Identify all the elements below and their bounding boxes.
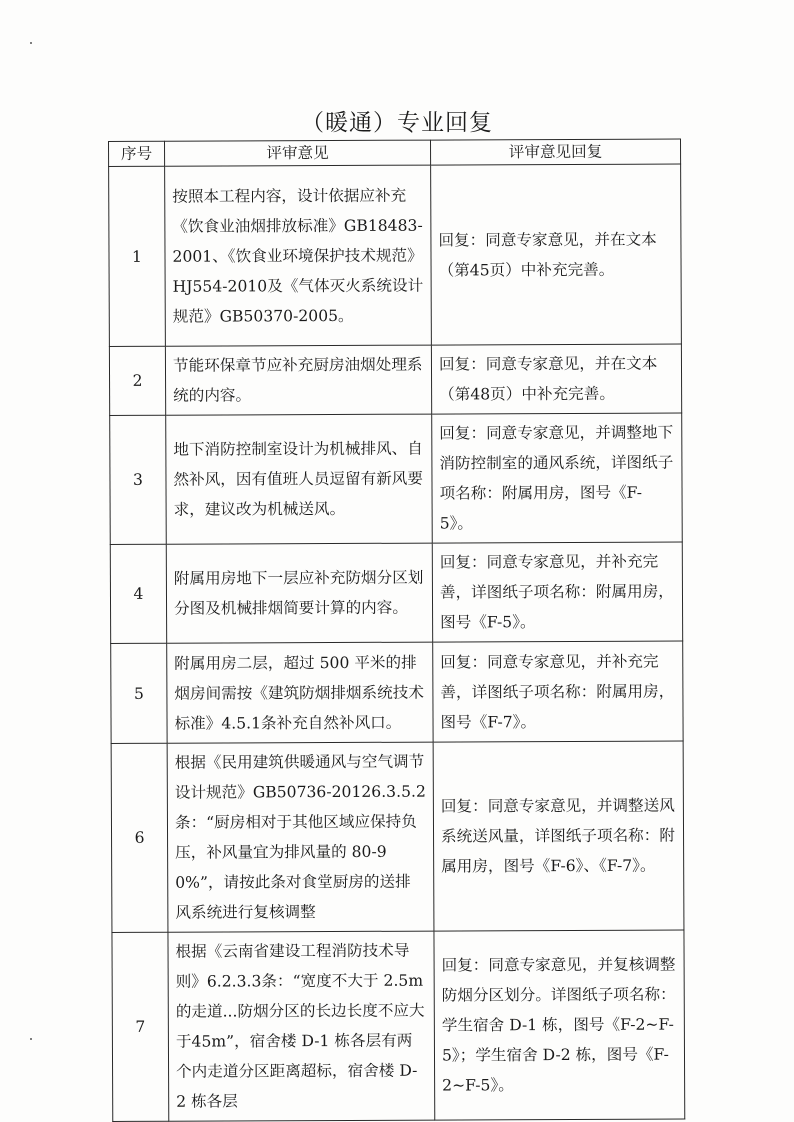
row-number: 5 [111,643,167,743]
row-number: 3 [110,415,167,544]
table-row [109,164,682,346]
header-number: 序号 [109,141,165,166]
row-reply: 回复：同意专家意见，并调整地下消防控制室的通风系统，详图纸子项名称：附属用房，图号《F-5》。 [432,413,683,543]
row-number: 2 [109,346,165,415]
row-number: 6 [111,743,168,932]
row-reply: 回复：同意专家意见，并调整送风系统送风量，详图纸子项名称：附属用房，图号《F-6》、《F-7》。 [433,741,684,931]
row-comment: 按照本工程内容，设计依据应补充《饮食业油烟排放标准》GB18483-2001、《饮食业环境保护技术规范》HJ554-2010及《气体灭火系统设计规范》GB50370-2005。 [165,165,432,346]
row-comment: 附属用房地下一层应补充防烟分区划分图及机械排烟简要计算的内容。 [166,543,432,643]
row-number: 4 [110,544,166,643]
row-number: 7 [112,932,169,1121]
table-row [110,413,683,544]
header-reply: 评审意见回复 [430,139,680,165]
table-row [111,741,684,932]
table-row [109,344,681,415]
review-table [108,138,685,1121]
page-title: （暖通）专业回复 [301,110,493,136]
table-row [111,641,683,743]
row-comment: 根据《云南省建设工程消防技术导则》6.2.3.3条：“宽度不大于 2.5m 的走道...防烟分区的长边长度不应大于45m”，宿舍楼 D-1 栋各层有两个内走道分区距离超标，宿舍楼 D-2 栋各层 [168,931,435,1121]
row-comment: 地下消防控制室设计为机械排风、自然补风，因有值班人员逗留有新风要求，建议改为机械送风。 [166,414,433,544]
table-header-row [109,139,681,166]
table-row [110,542,682,643]
row-reply: 回复：同意专家意见，并在文本（第48页）中补充完善。 [431,344,681,414]
row-reply: 回复：同意专家意见，并复核调整防烟分区划分。详图纸子项名称：学生宿舍 D-1 栋，图号《F-2~F-5》；学生宿舍 D-2 栋，图号《F-2~F-5》。 [434,930,685,1120]
scan-speck [30,1038,32,1040]
row-reply: 回复：同意专家意见，并在文本（第45页）中补充完善。 [431,164,682,345]
row-comment: 根据《民用建筑供暖通风与空气调节设计规范》GB50736-20126.3.5.2条：“厨房相对于其他区域应保持负压，补风量宜为排风量的 80-90%”，请按此条对食堂厨房的送排风系统进行复核调整 [167,742,434,932]
row-comment: 附属用房二层，超过 500 平米的排烟房间需按《建筑防烟排烟系统技术标准》4.5.1条补充自然补风口。 [167,642,433,743]
row-reply: 回复：同意专家意见，并补充完善，详图纸子项名称：附属用房，图号《F-7》。 [433,641,683,742]
row-number: 1 [109,166,166,346]
row-comment: 节能环保章节应补充厨房油烟处理系统的内容。 [165,345,431,415]
table-row [112,930,685,1121]
scan-speck [30,42,32,44]
row-reply: 回复：同意专家意见，并补充完善，详图纸子项名称：附属用房，图号《F-5》。 [432,542,682,642]
header-comment: 评审意见 [165,140,431,166]
